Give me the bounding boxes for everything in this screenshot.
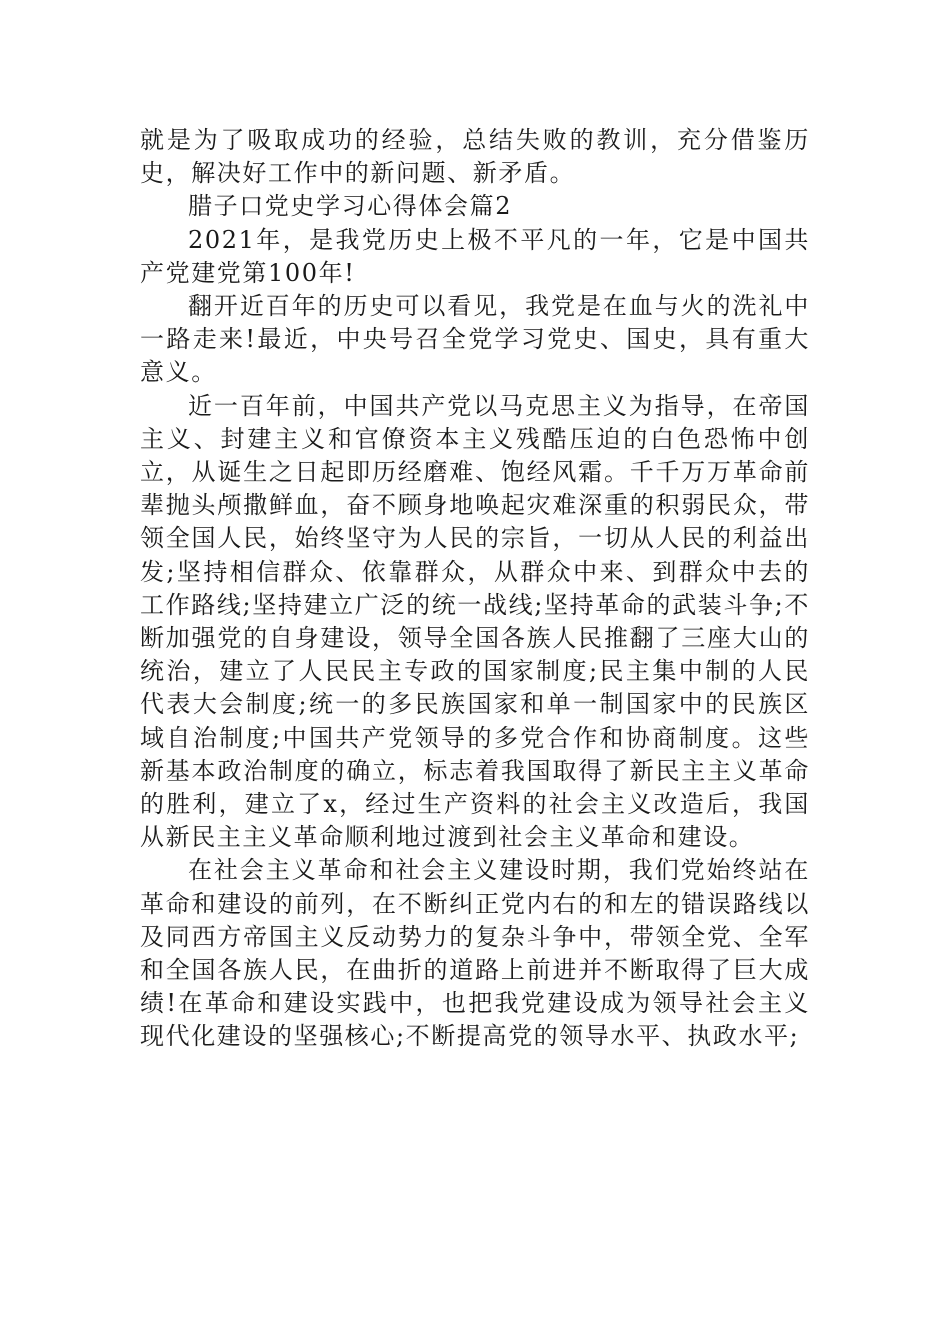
paragraph-2021: 2021年，是我党历史上极不平凡的一年，它是中国共产党建党第100年! xyxy=(140,225,810,287)
paragraph-socialist-period: 在社会主义革命和社会主义建设时期，我们党始终站在革命和建设的前列，在不断纠正党内右的和左的错误路线以及同西方帝国主义反动势力的复杂斗争中，带领全党、全军和全国各族人民，在曲折的道路上前进并不断取得了巨大成绩!在革命和建设实践中，也把我党建设成为领导社会主义现代化建设的坚强核心;不断提高党的领导水平、执政水平; xyxy=(140,856,810,1051)
paragraph-history: 翻开近百年的历史可以看见，我党是在血与火的洗礼中一路走来!最近，中央号召全党学习党史、国史，具有重大意义。 xyxy=(140,292,810,387)
document-body xyxy=(140,124,810,1054)
section-heading: 腊子口党史学习心得体会篇2 xyxy=(188,192,513,221)
paragraph-founding: 近一百年前，中国共产党以马克思主义为指导，在帝国主义、封建主义和官僚资本主义残酷压迫的白色恐怖中创立，从诞生之日起即历经磨难、饱经风霜。千千万万革命前辈抛头颅撒鲜血，奋不顾身地唤起灾难深重的积弱民众，带领全国人民，始终坚守为人民的宗旨，一切从人民的利益出发;坚持相信群众、依靠群众，从群众中来、到群众中去的工作路线;坚持建立广泛的统一战线;坚持革命的武装斗争;不断加强党的自身建设，领导全国各族人民推翻了三座大山的统治，建立了人民民主专政的国家制度;民主集中制的人民代表大会制度;统一的多民族国家和单一制国家中的民族区域自治制度;中国共产党领导的多党合作和协商制度。这些新基本政治制度的确立，标志着我国取得了新民主主义革命的胜利，建立了x，经过生产资料的社会主义改造后，我国从新民主主义革命顺利地过渡到社会主义革命和建设。 xyxy=(140,391,810,852)
paragraph-continuation: 就是为了吸取成功的经验，总结失败的教训，充分借鉴历史，解决好工作中的新问题、新矛盾。 xyxy=(140,126,810,188)
